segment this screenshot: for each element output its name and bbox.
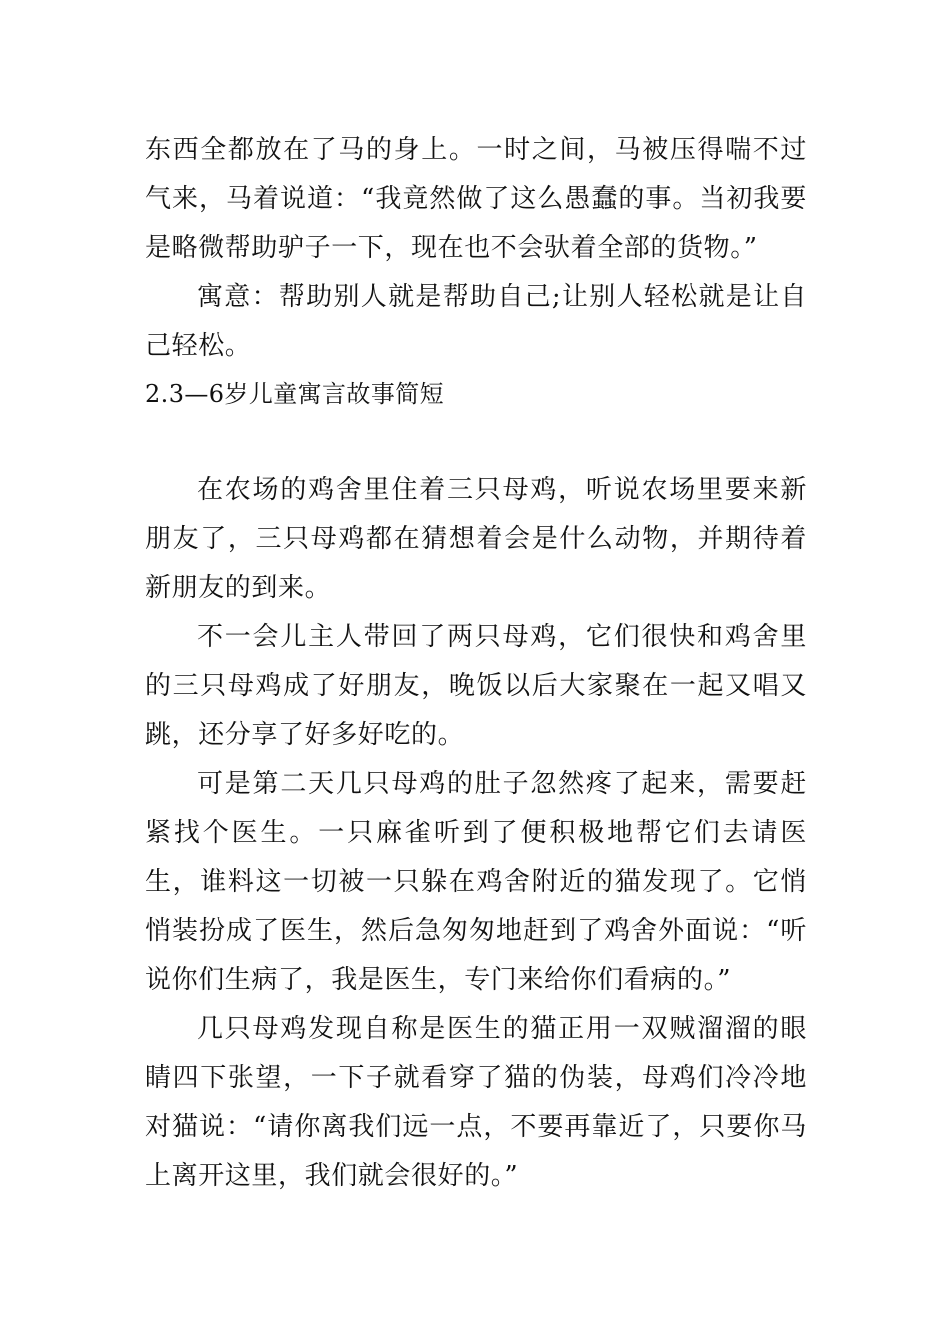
story-paragraph-4: 几只母鸡发现自称是医生的猫正用一双贼溜溜的眼睛四下张望，一下子就看穿了猫的伪装，母鸡们冷冷地对猫说：“请你离我们远一点，不要再靠近了，只要你马上离开这里，我们就会很好的。” xyxy=(145,1014,807,1191)
section-heading: 2.3—6岁儿童寓言故事简短 xyxy=(145,380,445,408)
paragraph-moral: 寓意：帮助别人就是帮助自己;让别人轻松就是让自己轻松。 xyxy=(145,282,807,361)
story-paragraph-2: 不一会儿主人带回了两只母鸡，它们很快和鸡舍里的三只母鸡成了好朋友，晚饭以后大家聚在一起又唱又跳，还分享了好多好吃的。 xyxy=(145,622,807,750)
blank-line xyxy=(145,417,807,466)
story-paragraph-1: 在农场的鸡舍里住着三只母鸡，听说农场里要来新朋友了，三只母鸡都在猜想着会是什么动物，并期待着新朋友的到来。 xyxy=(145,475,807,603)
story-paragraph-3: 可是第二天几只母鸡的肚子忽然疼了起来，需要赶紧找个医生。一只麻雀听到了便积极地帮它们去请医生，谁料这一切被一只躲在鸡舍附近的猫发现了。它悄悄装扮成了医生，然后急匆匆地赶到了鸡舍外面说：“听说你们生病了，我是医生，专门来给你们看病的。” xyxy=(145,769,807,995)
text-column xyxy=(145,126,807,1201)
paragraph-continuation: 东西全都放在了马的身上。一时之间，马被压得喘不过气来，马着说道：“我竟然做了这么愚蠢的事。当初我要是略微帮助驴子一下，现在也不会驮着全部的货物。” xyxy=(145,135,807,263)
